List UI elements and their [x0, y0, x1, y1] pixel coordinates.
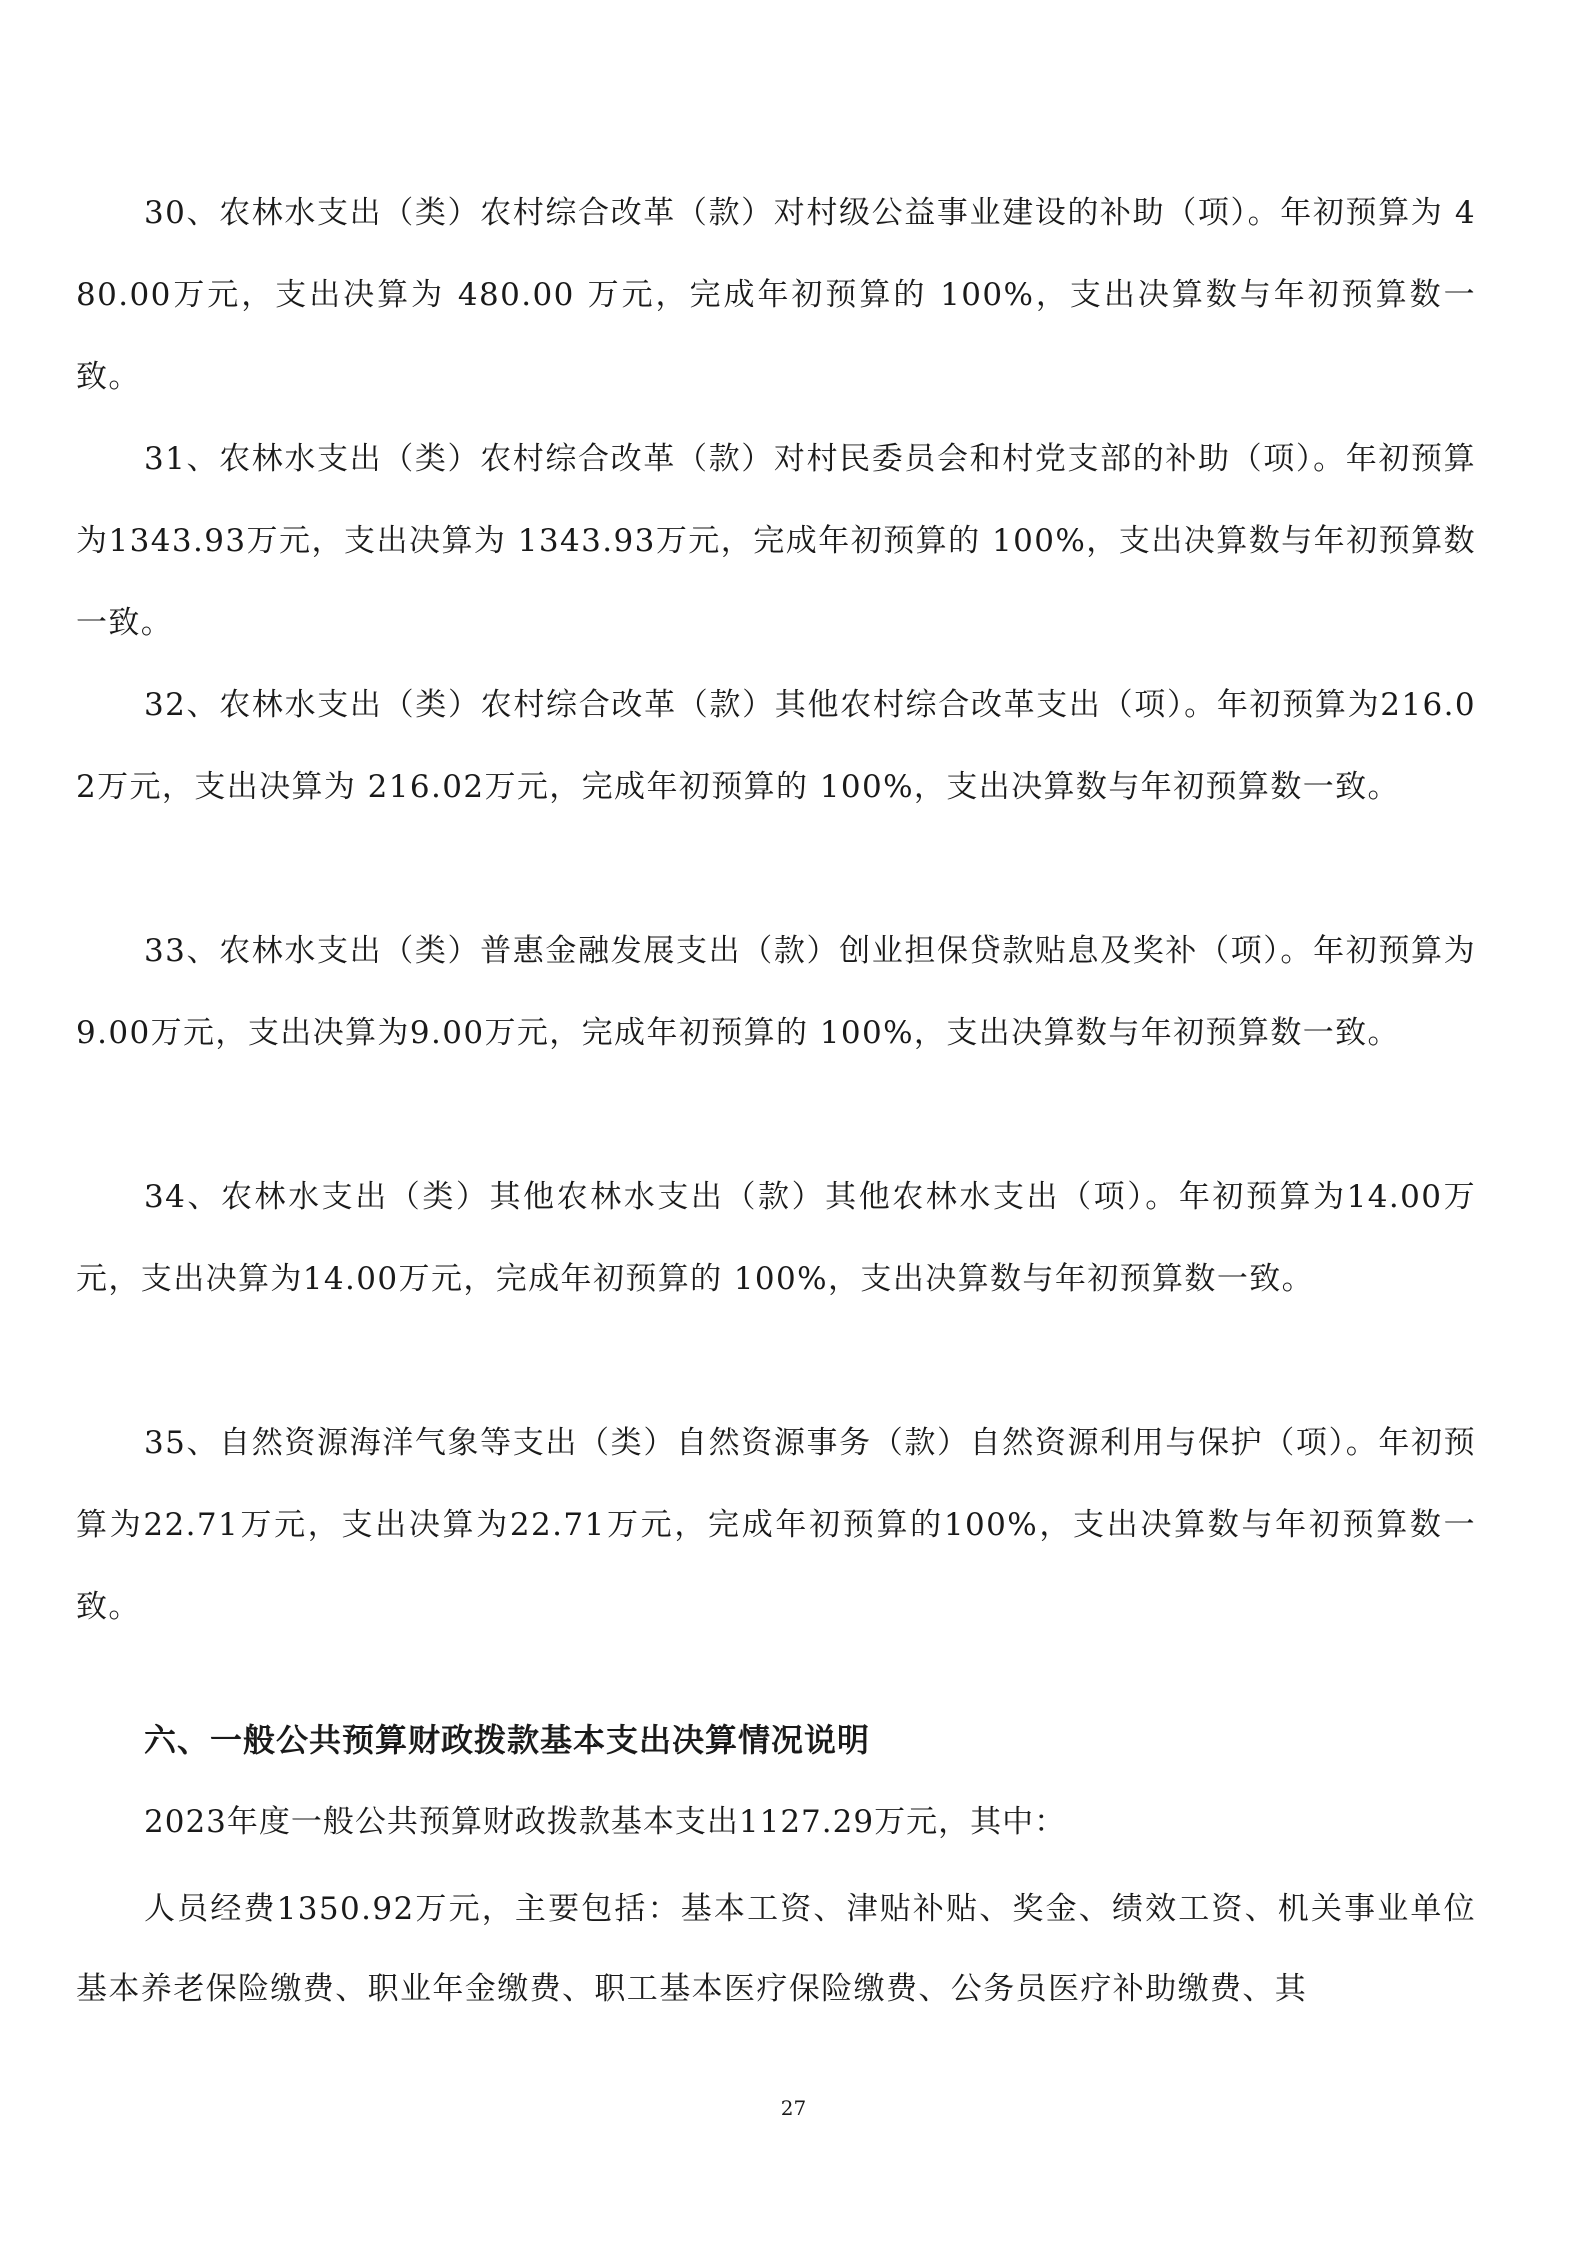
personnel-paragraph: 人员经费1350.92万元，主要包括：基本工资、津贴补贴、奖金、绩效工资、机关事业单位基本养老保险缴费、职业年金缴费、职工基本医疗保险缴费、公务员医疗补助缴费、其 — [76, 1891, 1476, 2007]
paragraph-item-34: 34、农林水支出（类）其他农林水支出（款）其他农林水支出（项）。年初预算为14.00万元，支出决算为14.00万元，完成年初预算的 100%，支出决算数与年初预算数一致。 — [76, 1179, 1476, 1297]
paragraph-item-31: 31、农林水支出（类）农村综合改革（款）对村民委员会和村党支部的补助（项）。年初预算为1343.93万元，支出决算为 1343.93万元，完成年初预算的 100%，支出决算数与年初预算数一致。 — [76, 441, 1476, 641]
section-intro: 2023年度一般公共预算财政拨款基本支出1127.29万元，其中： — [144, 1804, 1067, 1840]
paragraph-item-32: 32、农林水支出（类）农村综合改革（款）其他农村综合改革支出（项）。年初预算为216.02万元，支出决算为 216.02万元，完成年初预算的 100%，支出决算数与年初预算数一致。 — [76, 687, 1476, 805]
paragraph-item-30: 30、农林水支出（类）农村综合改革（款）对村级公益事业建设的补助（项）。年初预算为 480.00万元，支出决算为 480.00 万元，完成年初预算的 100%，支出决算数与年初预算数一致。 — [76, 195, 1476, 395]
paragraph-item-33: 33、农林水支出（类）普惠金融发展支出（款）创业担保贷款贴息及奖补（项）。年初预算为 9.00万元，支出决算为9.00万元，完成年初预算的 100%，支出决算数与年初预算数一致。 — [76, 933, 1476, 1051]
paragraph-item-35: 35、自然资源海洋气象等支出（类）自然资源事务（款）自然资源利用与保护（项）。年初预算为22.71万元，支出决算为22.71万元，完成年初预算的100%，支出决算数与年初预算数一致。 — [76, 1425, 1476, 1625]
page-number: 27 — [780, 2096, 807, 2120]
section-heading: 六、一般公共预算财政拨款基本支出决算情况说明 — [144, 1721, 871, 1759]
